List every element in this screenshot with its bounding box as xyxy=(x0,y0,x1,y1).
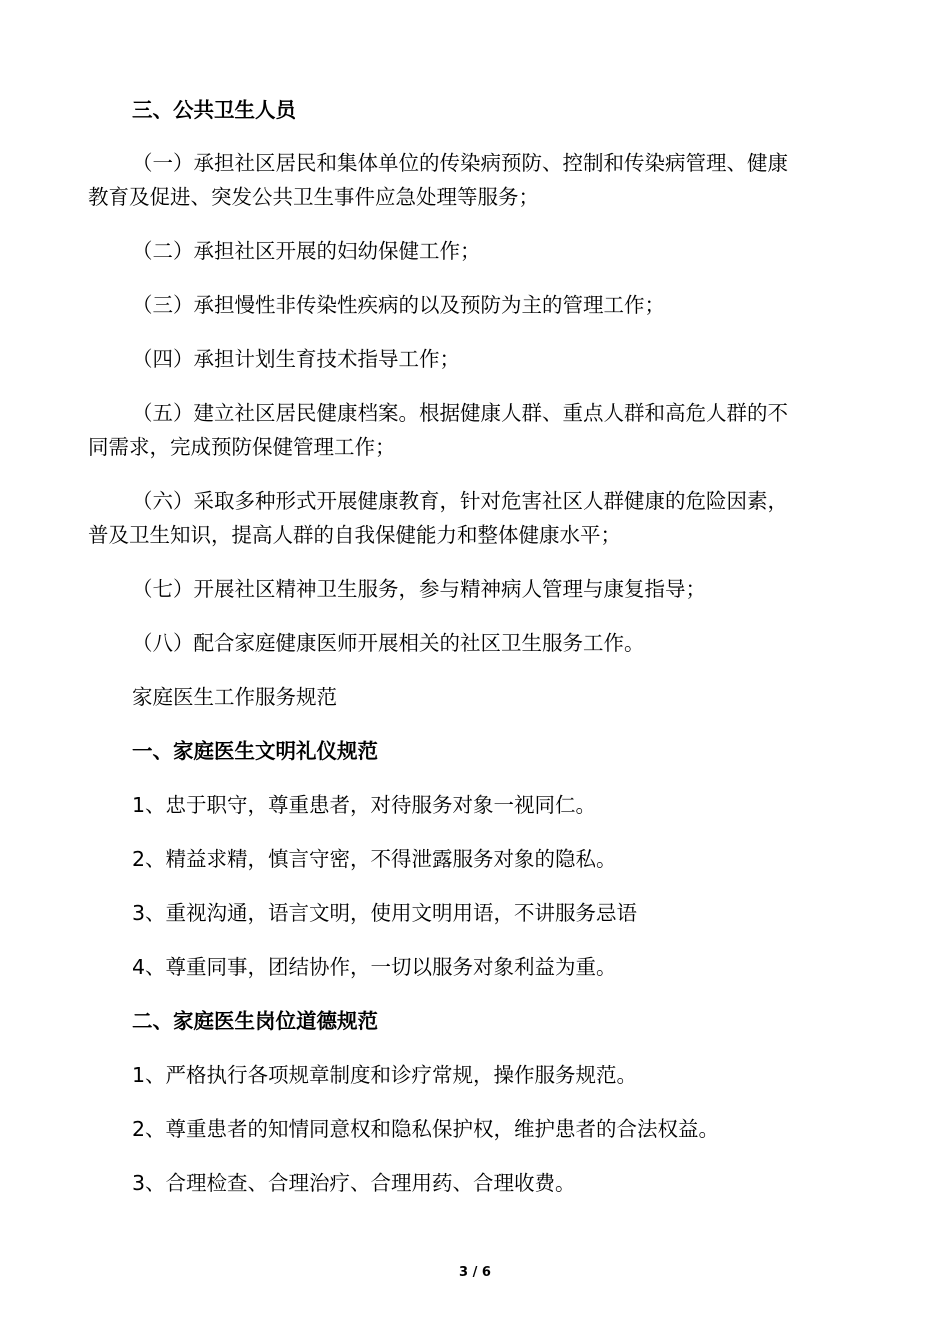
list-item: 1、忠于职守，尊重患者，对待服务对象一视同仁。 xyxy=(132,793,597,817)
list-item: 1、严格执行各项规章制度和诊疗常规，操作服务规范。 xyxy=(132,1063,638,1087)
list-item: 2、尊重患者的知情同意权和隐私保护权，维护患者的合法权益。 xyxy=(132,1117,720,1141)
paragraph-line: （六）采取多种形式开展健康教育，针对危害社区人群健康的危险因素， xyxy=(132,489,788,513)
paragraph-line: 普及卫生知识，提高人群的自我保健能力和整体健康水平； xyxy=(88,523,621,547)
paragraph-line: （五）建立社区居民健康档案。根据健康人群、重点人群和高危人群的不 xyxy=(132,401,788,425)
paragraph-line: （八）配合家庭健康医师开展相关的社区卫生服务工作。 xyxy=(132,631,645,655)
page-number: 3 / 6 xyxy=(459,1265,491,1280)
paragraph-line: 教育及促进、突发公共卫生事件应急处理等服务； xyxy=(88,185,539,209)
section-title-family-doctor-norms: 家庭医生工作服务规范 xyxy=(132,685,337,709)
paragraph-line: （四）承担计划生育技术指导工作； xyxy=(132,347,460,371)
paragraph-line: （三）承担慢性非传染性疾病的以及预防为主的管理工作； xyxy=(132,293,665,317)
paragraph-line: （七）开展社区精神卫生服务，参与精神病人管理与康复指导； xyxy=(132,577,706,601)
list-item: 3、重视沟通，语言文明，使用文明用语，不讲服务忌语 xyxy=(132,901,638,925)
section-heading-etiquette: 一、家庭医生文明礼仪规范 xyxy=(132,739,378,763)
paragraph-line: （二）承担社区开展的妇幼保健工作； xyxy=(132,239,481,263)
section-heading-ethics: 二、家庭医生岗位道德规范 xyxy=(132,1009,378,1033)
paragraph-line: 同需求，完成预防保健管理工作； xyxy=(88,435,396,459)
paragraph-line: （一）承担社区居民和集体单位的传染病预防、控制和传染病管理、健康 xyxy=(132,151,788,175)
list-item: 3、合理检查、合理治疗、合理用药、合理收费。 xyxy=(132,1171,576,1195)
list-item: 2、精益求精，慎言守密，不得泄露服务对象的隐私。 xyxy=(132,847,617,871)
section-heading-public-health: 三、公共卫生人员 xyxy=(132,98,296,122)
list-item: 4、尊重同事，团结协作，一切以服务对象利益为重。 xyxy=(132,955,617,979)
